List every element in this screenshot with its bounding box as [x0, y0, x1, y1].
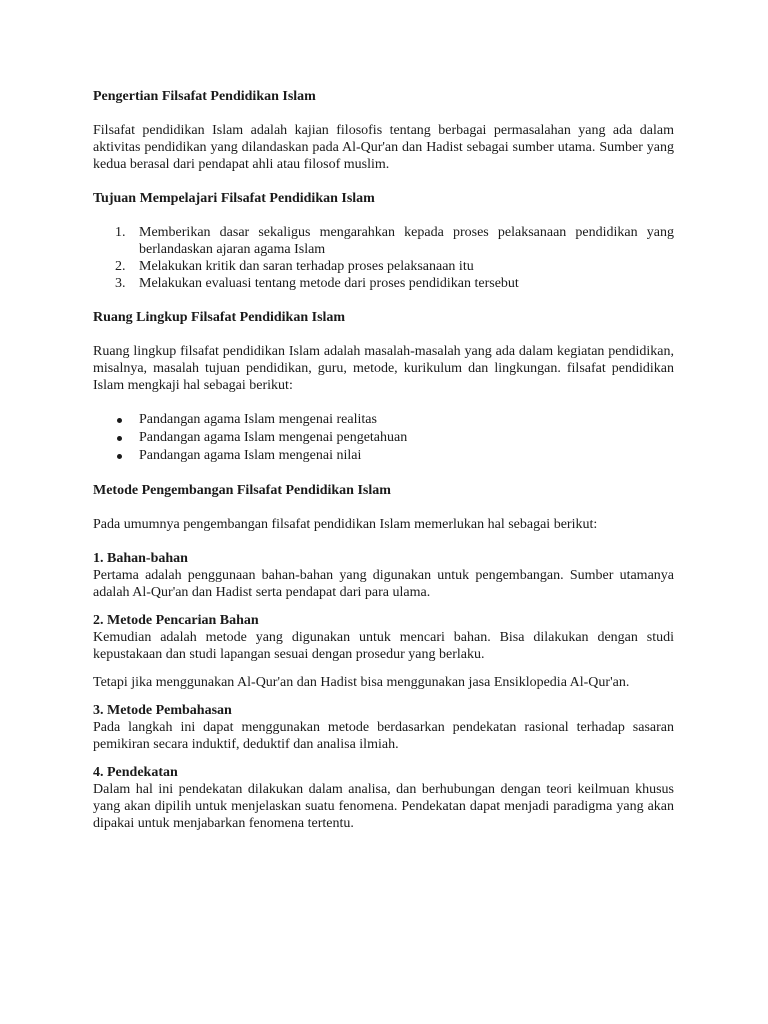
- paragraph-pencarian-bahan: Kemudian adalah metode yang digunakan untuk mencari bahan. Bisa dilakukan dengan studi kepustakaan dan studi lapangan sesuai dengan prosedur yang berlaku.: [93, 630, 674, 662]
- section-heading-metode: Metode Pengembangan Filsafat Pendidikan Islam: [93, 483, 391, 498]
- paragraph-metode-intro: Pada umumnya pengembangan filsafat pendidikan Islam memerlukan hal sebagai berikut:: [93, 517, 598, 532]
- paragraph-pendekatan: Dalam hal ini pendekatan dilakukan dalam analisa, dan berhubungan dengan teori keilmuan khusus yang akan dipilih untuk menjelaskan suatu fenomena. Pendekatan dapat menjadi paradigma yang akan dipakai untuk menjabarkan fenomena tertentu.: [93, 782, 674, 831]
- list-item-text: Memberikan dasar sekaligus mengarahkan kepada proses pelaksanaan pendidikan yang berlandaskan ajaran agama Islam: [139, 225, 674, 257]
- list-item: [93, 275, 674, 292]
- list-item-text: Pandangan agama Islam mengenai realitas: [139, 412, 377, 427]
- list-item-text: Melakukan kritik dan saran terhadap proses pelaksanaan itu: [139, 259, 474, 274]
- paragraph-pembahasan: Pada langkah ini dapat menggunakan metode berdasarkan pendekatan rasional terhadap sasaran pemikiran secara induktif, deduktif dan analisa ilmiah.: [93, 720, 674, 752]
- list-item: [93, 224, 674, 258]
- bullet-icon: [117, 436, 122, 441]
- list-item-text: Melakukan evaluasi tentang metode dari proses pendidikan tersebut: [139, 276, 519, 291]
- bullet-icon: [117, 454, 122, 459]
- list-item: [93, 411, 674, 429]
- ruang-lingkup-bullet-list: [93, 411, 674, 465]
- section-heading-tujuan: Tujuan Mempelajari Filsafat Pendidikan Islam: [93, 191, 375, 206]
- paragraph-pencarian-bahan-2: Tetapi jika menggunakan Al-Qur'an dan Hadist bisa menggunakan jasa Ensiklopedia Al-Qur'an.: [93, 675, 630, 690]
- list-marker: 1.: [115, 225, 126, 240]
- list-item-text: Pandangan agama Islam mengenai nilai: [139, 448, 362, 463]
- subheading-bahan: 1. Bahan-bahan: [93, 551, 188, 566]
- subheading-pendekatan: 4. Pendekatan: [93, 765, 178, 780]
- list-marker: 2.: [115, 259, 126, 274]
- paragraph-ruang-lingkup: Ruang lingkup filsafat pendidikan Islam adalah masalah-masalah yang ada dalam kegiatan pendidikan, misalnya, masalah tujuan pendidikan, guru, metode, kurikulum dan lingkungan. filsafat pendidikan Islam mengkaji hal sebagai berikut:: [93, 344, 674, 393]
- paragraph-pengertian: Filsafat pendidikan Islam adalah kajian filosofis tentang berbagai permasalahan yang ada dalam aktivitas pendidikan yang dilandaskan pada Al-Qur'an dan Hadist sebagai sumber utama. Sumber yang kedua berasal dari pendapat ahli atau filosof muslim.: [93, 123, 674, 172]
- paragraph-bahan: Pertama adalah penggunaan bahan-bahan yang digunakan untuk pengembangan. Sumber utamanya adalah Al-Qur'an dan Hadist serta pendapat dari para ulama.: [93, 568, 674, 600]
- section-heading-pengertian: Pengertian Filsafat Pendidikan Islam: [93, 89, 316, 104]
- subheading-pencarian-bahan: 2. Metode Pencarian Bahan: [93, 613, 259, 628]
- section-heading-ruang-lingkup: Ruang Lingkup Filsafat Pendidikan Islam: [93, 310, 346, 325]
- document-content: [93, 88, 674, 832]
- list-item-text: Pandangan agama Islam mengenai pengetahuan: [139, 430, 408, 445]
- list-item: [93, 258, 674, 275]
- list-item: [93, 429, 674, 447]
- list-marker: 3.: [115, 276, 126, 291]
- list-item: [93, 447, 674, 465]
- subheading-pembahasan: 3. Metode Pembahasan: [93, 703, 232, 718]
- tujuan-numbered-list: [93, 224, 674, 292]
- bullet-icon: [117, 418, 122, 423]
